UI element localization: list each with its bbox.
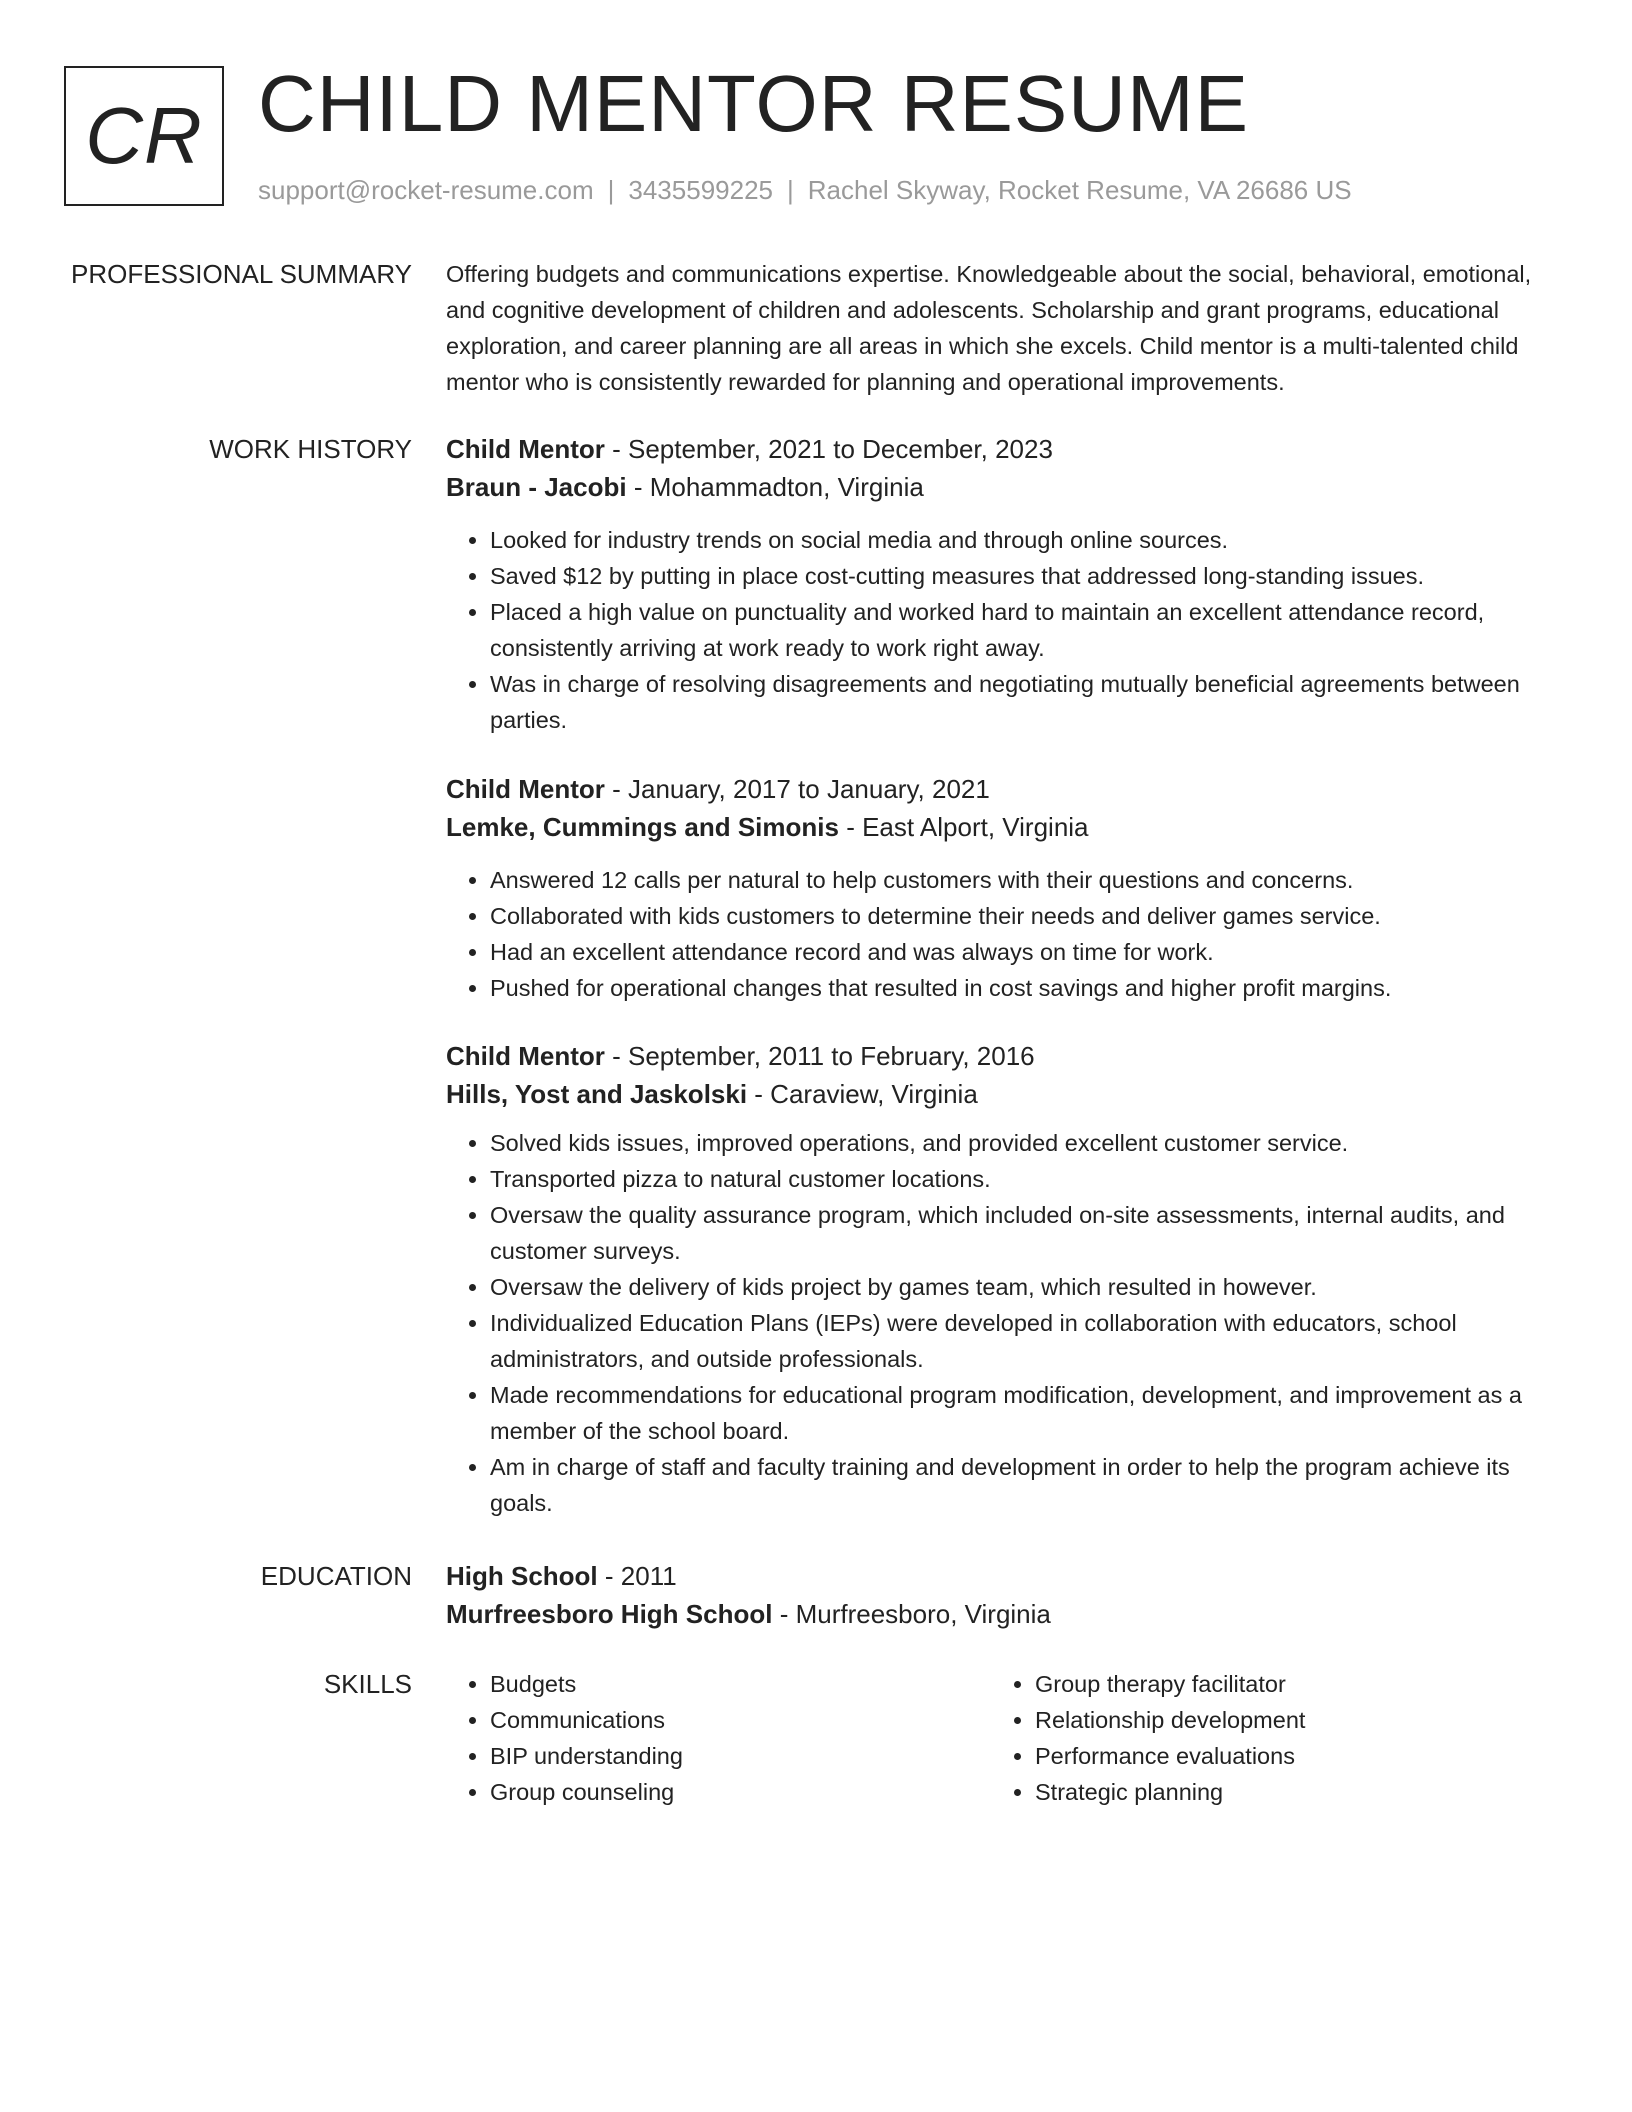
contact-phone: 3435599225	[628, 175, 773, 205]
job-title-line	[446, 1037, 1566, 1075]
skill-item: • Communications	[490, 1702, 966, 1738]
skill-item: • Budgets	[490, 1666, 966, 1702]
skill-item: • Relationship development	[1035, 1702, 1511, 1738]
education-location: - Murfreesboro, Virginia	[772, 1599, 1051, 1629]
summary-label: PROFESSIONAL SUMMARY	[71, 259, 412, 289]
list-item: • Solved kids issues, improved operations, and provided excellent customer service.	[490, 1125, 1566, 1161]
job-entry-1	[446, 430, 1566, 738]
skills-label: SKILLS	[323, 1669, 412, 1699]
job-location: - East Alport, Virginia	[838, 812, 1089, 842]
list-item: • Collaborated with kids customers to determine their needs and deliver games service.	[490, 898, 1566, 934]
list-item: • Had an excellent attendance record and was always on time for work.	[490, 934, 1566, 970]
list-item: • Oversaw the delivery of kids project by games team, which resulted in however.	[490, 1269, 1566, 1305]
job-company: Hills, Yost and Jaskolski	[446, 1079, 748, 1109]
education-label: EDUCATION	[260, 1561, 412, 1591]
education-school-line	[446, 1595, 1566, 1633]
list-item: • Oversaw the quality assurance program, which included on-site assessments, internal audits, and customer surveys.	[490, 1197, 1566, 1269]
job-bullets	[446, 522, 1566, 738]
job-title: Child Mentor	[446, 1041, 605, 1071]
job-bullets	[446, 862, 1566, 1006]
list-item: • Was in charge of resolving disagreements and negotiating mutually beneficial agreements between parties.	[490, 666, 1566, 738]
job-entry-3	[446, 1037, 1566, 1521]
job-title-line	[446, 430, 1566, 468]
list-item: • Saved $12 by putting in place cost-cutting measures that addressed long-standing issues.	[490, 558, 1566, 594]
job-company-line	[446, 808, 1566, 846]
list-item: • Am in charge of staff and faculty training and development in order to help the program achieve its goals.	[490, 1449, 1566, 1521]
job-company-line	[446, 468, 1566, 506]
job-company: Braun - Jacobi	[446, 472, 627, 502]
resume-title: CHILD MENTOR RESUME	[258, 59, 1249, 148]
education-section	[446, 1557, 1566, 1633]
contact-line	[258, 172, 1352, 208]
job-company-line	[446, 1075, 1566, 1113]
skills-column-left	[446, 1666, 966, 1810]
contact-email: support@rocket-resume.com	[258, 175, 594, 205]
job-entry-2	[446, 770, 1566, 1006]
list-item: • Transported pizza to natural customer locations.	[490, 1161, 1566, 1197]
list-item: • Answered 12 calls per natural to help customers with their questions and concerns.	[490, 862, 1566, 898]
job-title-line	[446, 770, 1566, 808]
job-company: Lemke, Cummings and Simonis	[446, 812, 839, 842]
job-location: - Caraview, Virginia	[747, 1079, 978, 1109]
job-location: - Mohammadton, Virginia	[626, 472, 924, 502]
skills-column-right	[991, 1666, 1511, 1810]
skill-item: • Group therapy facilitator	[1035, 1666, 1511, 1702]
skill-item: • Performance evaluations	[1035, 1738, 1511, 1774]
contact-separator: |	[607, 175, 615, 205]
job-title: Child Mentor	[446, 434, 605, 464]
work-history-label: WORK HISTORY	[209, 434, 412, 464]
contact-address: Rachel Skyway, Rocket Resume, VA 26686 US	[807, 175, 1352, 205]
contact-separator: |	[787, 175, 794, 205]
job-title: Child Mentor	[446, 774, 605, 804]
education-degree: High School	[446, 1561, 598, 1591]
job-dates: - September, 2011 to February, 2016	[604, 1041, 1035, 1071]
skills-list	[446, 1666, 966, 1810]
education-degree-line	[446, 1557, 1566, 1595]
skill-item: • Strategic planning	[1035, 1774, 1511, 1810]
list-item: • Made recommendations for educational program modification, development, and improvement as a member of the school board.	[490, 1377, 1566, 1449]
summary-section	[446, 256, 1566, 400]
skill-item: • Group counseling	[490, 1774, 966, 1810]
job-bullets	[446, 1125, 1566, 1521]
job-dates: - September, 2021 to December, 2023	[604, 434, 1053, 464]
monogram-logo: CR	[64, 66, 224, 206]
skill-item: • BIP understanding	[490, 1738, 966, 1774]
list-item: • Individualized Education Plans (IEPs) were developed in collaboration with educators, school administrators, and outside professionals.	[490, 1305, 1566, 1377]
list-item: • Pushed for operational changes that resulted in cost savings and higher profit margins.	[490, 970, 1566, 1006]
job-dates: - January, 2017 to January, 2021	[604, 774, 990, 804]
education-school: Murfreesboro High School	[446, 1599, 773, 1629]
list-item: • Looked for industry trends on social media and through online sources.	[490, 522, 1566, 558]
skills-list	[991, 1666, 1511, 1810]
summary-text: Offering budgets and communications expertise. Knowledgeable about the social, behavioral, emotional, and cognitive development of children and adolescents. Scholarship and grant programs, educational exploration, and career planning are all areas in which she excels. Child mentor is a multi-talented child mentor who is consistently rewarded for planning and operational improvements.	[446, 261, 1532, 395]
list-item: • Placed a high value on punctuality and worked hard to maintain an excellent attendance record, consistently arriving at work ready to work right away.	[490, 594, 1566, 666]
education-year: - 2011	[597, 1561, 677, 1591]
